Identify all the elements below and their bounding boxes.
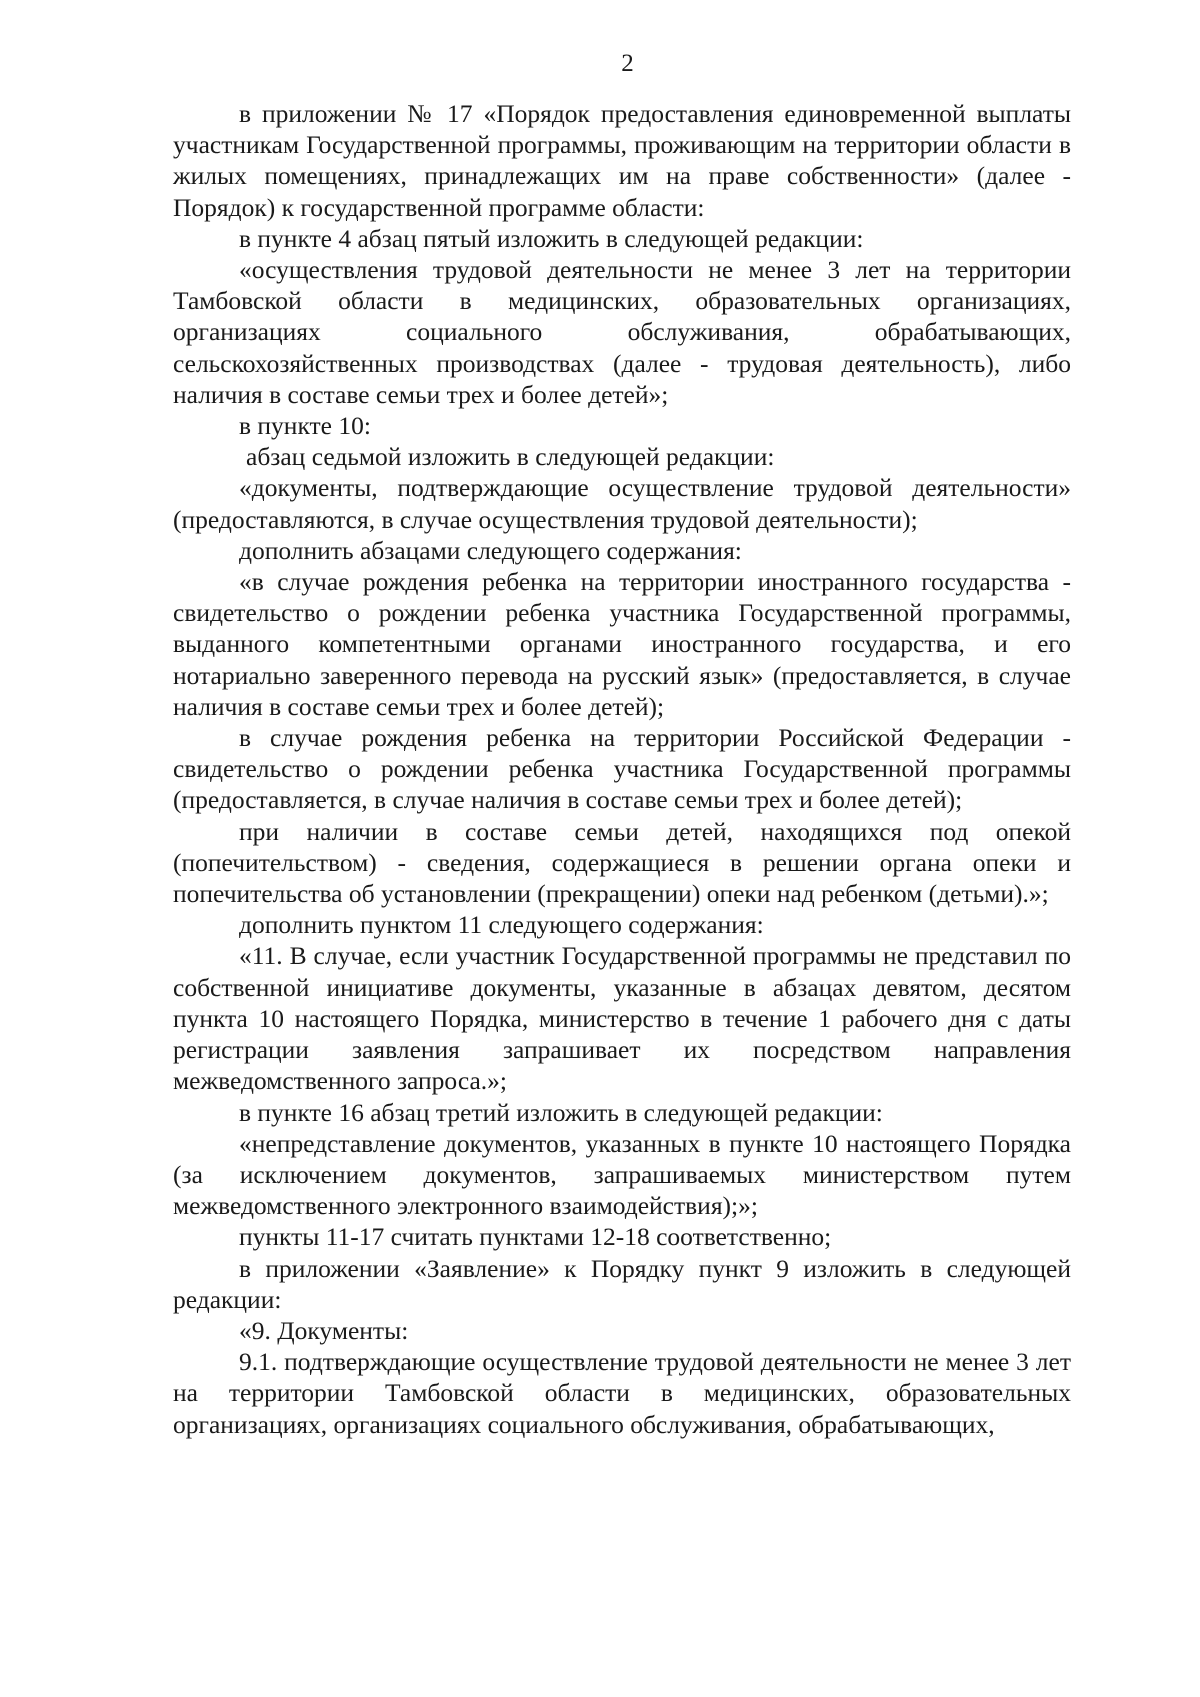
paragraph: дополнить абзацами следующего содержания:: [239, 535, 742, 565]
paragraph: «непредставление документов, указанных в пункте 10 настоящего Порядка (за исключением документов, запрашиваемых министерством путем межведомственного электронного взаимодействия);»;: [173, 1128, 1071, 1221]
paragraph: в случае рождения ребенка на территории Российской Федерации - свидетельство о рождении ребенка участника Государственной программы (предоставляется, в случае наличия в составе семьи трех и более детей);: [173, 723, 1071, 815]
paragraph: «документы, подтверждающие осуществление трудовой деятельности» (предоставляются, в случае осуществления трудовой деятельности);: [173, 473, 1071, 534]
paragraph: «осуществления трудовой деятельности не менее 3 лет на территории Тамбовской области в медицинских, образовательных организациях, организациях социального обслуживания, обрабатывающих, сельскохозяйственных производствах (далее - трудовая деятельность), либо наличия в составе семьи трех и более детей»;: [173, 255, 1071, 409]
paragraph: в пункте 16 абзац третий изложить в следующей редакции:: [239, 1097, 883, 1127]
paragraph: в приложении № 17 «Порядок предоставления единовременной выплаты участникам Государственной программы, проживающим на территории области в жилых помещениях, принадлежащих им на праве собственности» (далее - Порядок) к государственной программе области:: [173, 99, 1071, 222]
paragraph: в приложении «Заявление» к Порядку пункт 9 изложить в следующей редакции:: [173, 1253, 1071, 1314]
paragraph: «9. Документы:: [239, 1315, 409, 1345]
paragraph: 9.1. подтверждающие осуществление трудовой деятельности не менее 3 лет на территории Тамбовской области в медицинских, образовательных организациях, организациях социального обслуживания, обрабатывающих,: [173, 1347, 1071, 1439]
paragraph: в пункте 4 абзац пятый изложить в следующей редакции:: [239, 223, 864, 253]
paragraph: «в случае рождения ребенка на территории иностранного государства - свидетельство о рождении ребенка участника Государственной программы, выданного компетентными органами иностранного государства, и его нотариально заверенного перевода на русский язык» (предоставляется, в случае наличия в составе семьи трех и более детей);: [173, 567, 1071, 721]
paragraph: в пункте 10:: [239, 411, 371, 441]
paragraph: абзац седьмой изложить в следующей редакции:: [246, 442, 775, 472]
paragraph: «11. В случае, если участник Государственной программы не представил по собственной инициативе документы, указанные в абзацах девятом, десятом пункта 10 настоящего Порядка, министерство в течение 1 рабочего дня с даты регистрации заявления запрашивает их посредством направления межведомственного запроса.»;: [173, 941, 1071, 1096]
document-body: [173, 98, 1071, 1440]
paragraph: пункты 11-17 считать пунктами 12-18 соответственно;: [239, 1222, 832, 1252]
paragraph: при наличии в составе семьи детей, находящихся под опекой (попечительством) - сведения, содержащиеся в решении органа опеки и попечительства об установлении (прекращении) опеки над ребенком (детьми).»;: [173, 816, 1071, 909]
page-number: 2: [621, 50, 634, 77]
paragraph: дополнить пунктом 11 следующего содержания:: [239, 910, 764, 940]
